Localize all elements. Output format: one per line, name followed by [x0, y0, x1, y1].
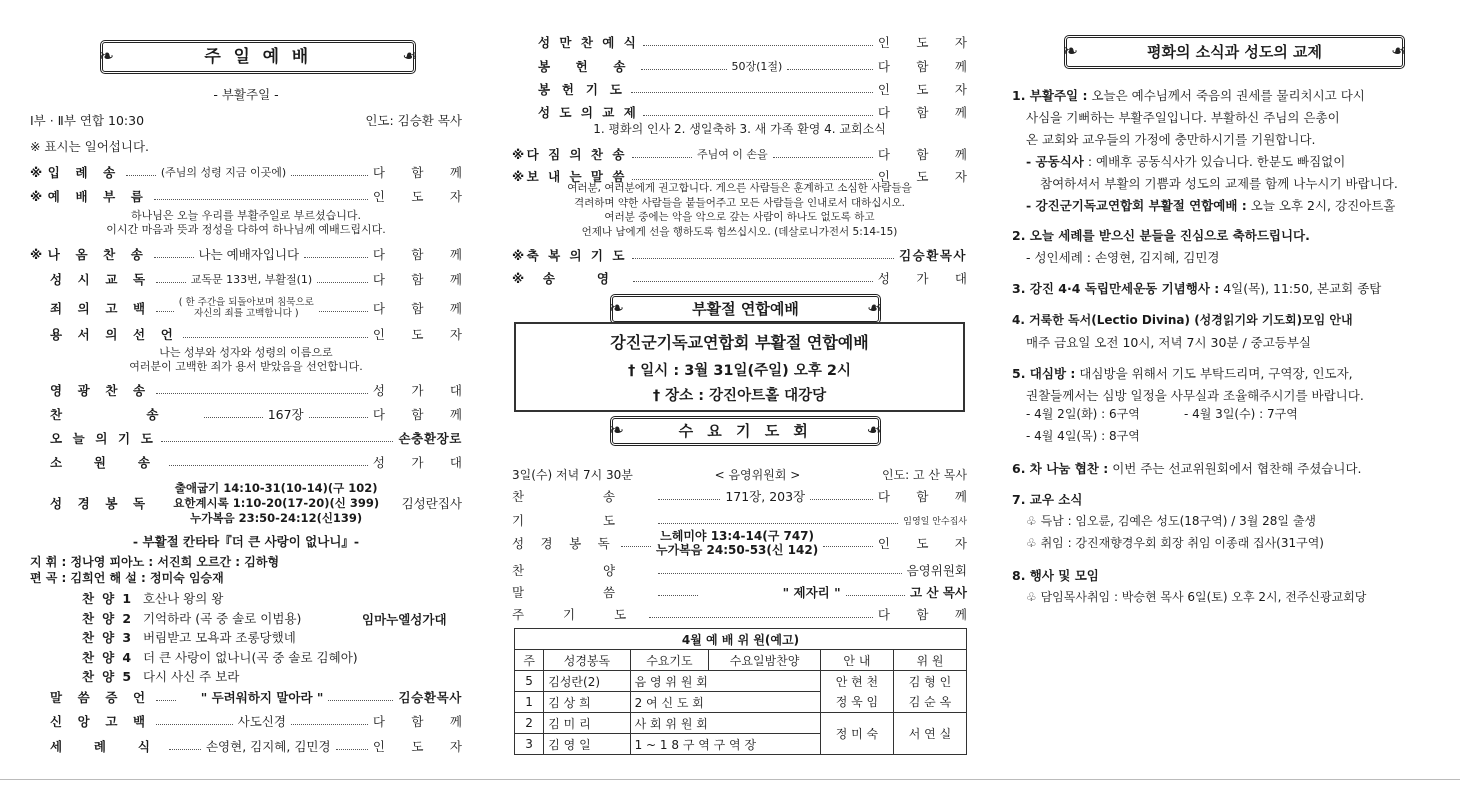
order-row [30, 712, 474, 730]
song-number: 찬 양 5 [82, 669, 133, 684]
choir-name: 임마누엘성가대 [362, 612, 447, 627]
order-who: 인 도 자 [372, 327, 474, 342]
order-who: 고 산 목사 [909, 585, 967, 600]
table-row [515, 671, 967, 692]
banner-title: 평화의 소식과 성도의 교제 [1146, 43, 1323, 61]
order-value: 교독문 133번, 부활절(1) [190, 273, 313, 286]
table-cell: 1 ~ 1 8 구 역 구 역 장 [630, 734, 820, 755]
order-label: 주 기 도 [512, 607, 644, 622]
news-sub [1026, 196, 1395, 214]
order-who: 다 함 께 [372, 301, 474, 316]
order-value: " 두려워하지 말아라 " [200, 690, 324, 705]
order-value: (주님의 성령 지금 이곳에) [160, 166, 287, 179]
sending-word-line: 여러분, 여러분에게 권고합니다. 게으른 사람들은 훈계하고 소심한 사람들을 [567, 182, 912, 194]
absolution-text-2: 여러분이 고백한 죄가 용서 받았음을 선언합니다. [129, 360, 363, 373]
easter-union-banner [610, 294, 881, 324]
news-title: 5. 대심방 : [1012, 366, 1076, 381]
bible-passage: 누가복음 23:50-24:12(신139) [190, 510, 363, 525]
member-name: 서 연 실 [893, 713, 966, 755]
order-row [30, 737, 474, 755]
table-cell: 김성란(2) [544, 671, 630, 692]
table-cell: 김 영 일 [544, 734, 630, 755]
order-who: 인 도 자 [877, 169, 979, 184]
fellowship-items: 1. 평화의 인사 2. 생일축하 3. 새 가족 환영 4. 교회소식 [593, 122, 886, 136]
order-value: 사도신경 [237, 714, 286, 729]
sending-word-line: 여러분 중에는 악을 악으로 갚는 사람이 하나도 없도록 하고 [604, 211, 875, 223]
bible-passage: 누가복음 24:50-53(신 142) [655, 543, 819, 557]
news-text: ♧ 담임목사취임 : 박승현 목사 6일(토) 오후 2시, 전주신광교회당 [1026, 590, 1367, 604]
order-row [30, 270, 474, 288]
cantata-title: - 부활절 칸타타『더 큰 사랑이 없나니』- [132, 534, 360, 549]
bible-reading-row [30, 480, 462, 526]
table-header-row [515, 650, 967, 671]
news-title: 3. 강진 4·4 독립만세운동 기념행사 : [1012, 281, 1220, 296]
union-title: 강진군기독교연합회 부활절 연합예배 [610, 333, 869, 352]
absolution-text-1: 나는 성부와 성자와 성령의 이름으로 [159, 346, 333, 359]
order-who: 다 함 께 [877, 59, 979, 74]
news-8-title: 8. 행사 및 모임 [1012, 568, 1099, 583]
banner-title: 주 일 예 배 [204, 47, 312, 67]
table-cell: 2 여 신 도 회 [630, 692, 820, 713]
order-label: 봉 헌 기 도 [538, 82, 626, 97]
order-label: 소 원 송 [50, 455, 164, 470]
order-label: 봉 헌 송 [538, 59, 637, 74]
wednesday-passages [656, 529, 818, 557]
song-title: 버림받고 모욕과 조롱당했네 [142, 630, 296, 645]
cantata-song [82, 667, 239, 685]
song-number: 찬 양 3 [82, 630, 133, 645]
order-label: 말 씀 [512, 585, 653, 600]
order-row [30, 405, 474, 423]
news-text: 4일(목), 11:50, 본교회 종탑 [1219, 281, 1382, 296]
banner-title: 수 요 기 도 회 [678, 422, 813, 440]
order-value: 50장(1절) [731, 60, 783, 73]
cantata-song [82, 609, 301, 627]
order-row [512, 145, 979, 163]
news-text: : 예배후 공동식사가 있습니다. 한분도 빠짐없이 [1083, 154, 1346, 169]
order-who: 음영위원회 [906, 563, 967, 578]
news-text: ♧ 득남 : 임오륜, 김예은 성도(18구역) / 3월 28일 출생 [1026, 514, 1316, 528]
news-text: 대심방을 위해서 기도 부탁드리며, 구역장, 인도자, [1075, 366, 1353, 381]
news-1 [1012, 86, 1365, 104]
news-text: 오늘 오후 2시, 강진아트홀 [1246, 198, 1396, 213]
bottom-rule [0, 779, 1460, 780]
song-title: 기억하라 (곡 중 솔로 이범용) [142, 610, 302, 626]
order-value: 손영현, 김지혜, 김민경 [205, 739, 331, 754]
song-number: 찬 양 4 [82, 649, 133, 665]
table-cell: 2 [515, 713, 544, 734]
table-cell: 음 영 위 원 회 [630, 671, 820, 692]
order-row [30, 187, 474, 205]
order-who: 인 도 자 [372, 189, 474, 204]
union-date: † 일시 : 3월 31일(주일) 오후 2시 [627, 363, 851, 379]
news-2-title: 2. 오늘 세례를 받으신 분들을 진심으로 축하드립니다. [1012, 228, 1310, 243]
order-row [512, 80, 979, 98]
order-value: 나는 예배자입니다 [198, 247, 300, 262]
order-label: ※나 옴 찬 송 [30, 247, 149, 262]
order-who: 인 도 자 [877, 35, 979, 50]
order-row [30, 688, 462, 706]
table-header-cell: 안 내 [820, 650, 893, 671]
order-label: 세 례 식 [50, 739, 164, 754]
confession-note [179, 297, 314, 319]
cantata-song [82, 628, 296, 646]
news-5 [1012, 364, 1353, 382]
order-row [512, 487, 979, 505]
news-text: 매주 금요일 오전 10시, 저녁 7시 30분 / 중고등부실 [1026, 335, 1312, 350]
guide-name: 정 미 숙 [820, 713, 893, 755]
order-label: 성 시 교 독 [50, 272, 151, 287]
order-who: 성 가 대 [877, 271, 979, 286]
order-who: 인 도 자 [877, 82, 979, 97]
member-cell [893, 671, 966, 713]
order-row [512, 269, 979, 287]
wednesday-prayer-banner [610, 416, 881, 446]
order-row [30, 325, 474, 343]
order-label: ※입 례 송 [30, 165, 121, 180]
order-label: 찬 양 [512, 563, 653, 578]
table-header-cell: 성경봉독 [544, 650, 630, 671]
order-who: 다 함 께 [372, 407, 474, 422]
table-title: 4월 예 배 위 원(예고) [515, 629, 967, 650]
table-cell: 사 회 위 원 회 [630, 713, 820, 734]
guide-cell [820, 671, 893, 713]
news-title: 6. 차 나눔 협찬 : [1012, 461, 1109, 476]
wednesday-time: 3일(수) 저녁 7시 30분 [512, 468, 633, 482]
wednesday-committee: < 음영위원회 > [714, 468, 801, 482]
news-column [1012, 0, 1448, 786]
table-row [515, 713, 967, 734]
bible-passage: 느헤미야 13:4-14(구 747) [660, 529, 815, 543]
order-who: 다 함 께 [372, 714, 474, 729]
order-row [512, 33, 979, 51]
service-leader: 인도: 김승환 목사 [365, 113, 462, 128]
news-text: 참여하셔서 부활의 기쁨과 성도의 교제를 함께 나누시기 바랍니다. [1040, 176, 1398, 191]
order-row [512, 561, 967, 579]
order-row [512, 605, 979, 623]
table-cell: 김 상 희 [544, 692, 630, 713]
wednesday-leader: 인도: 고 산 목사 [881, 468, 967, 482]
table-header-cell: 수요일밤찬양 [709, 650, 821, 671]
order-who: 다 함 께 [877, 105, 979, 120]
news-7-title: 7. 교우 소식 [1012, 492, 1083, 507]
order-row [30, 245, 474, 263]
order-row [30, 381, 474, 399]
order-who: 김성란집사 [401, 496, 462, 511]
order-who: 다 함 께 [372, 165, 474, 180]
order-who: 다 함 께 [877, 147, 979, 162]
order-who: 인 도 자 [877, 536, 979, 551]
order-who: 성 가 대 [372, 383, 474, 398]
cantata-song [82, 648, 358, 666]
table-header-cell: 수요기도 [630, 650, 709, 671]
guide-name: 정 욱 임 [835, 694, 879, 709]
order-label: ※예 배 부 름 [30, 189, 149, 204]
cantata-staff-2: 편 곡 : 김희언 해 설 : 정미숙 임승재 [30, 571, 224, 585]
news-text: 권찰들께서는 심방 일정을 사무실과 조율해주시기를 바랍니다. [1026, 388, 1364, 403]
confession-note-2: 자신의 죄를 고백합니다 ) [194, 308, 299, 319]
order-value: 주님여 이 손을 [696, 148, 768, 161]
sending-word-line: 언제나 남에게 선을 행하도록 힘쓰십시오. (데살로니가전서 5:14-15) [581, 225, 898, 238]
order-who: 임영일 안수집사 [903, 516, 967, 527]
order-label: 찬 송 [50, 407, 199, 422]
news-6 [1012, 459, 1362, 477]
song-title: 호산나 왕의 왕 [142, 591, 224, 606]
subtitle: - 부활주일 - [213, 87, 279, 102]
order-who: 인 도 자 [372, 739, 474, 754]
union-place: † 장소 : 강진아트홀 대강당 [652, 388, 827, 404]
news-text: - 4월 4일(목) : 8구역 [1026, 429, 1140, 443]
call-text-1: 하나님은 오늘 우리를 부활주일로 부르셨습니다. [130, 209, 361, 222]
member-name: 김 형 인 [908, 674, 952, 689]
worship-committee-table [514, 628, 967, 755]
member-name: 김 순 옥 [908, 694, 952, 709]
service-time: Ⅰ부 · Ⅱ부 연합 10:30 [30, 113, 145, 128]
bible-passage: 요한계시록 1:10-20(17-20)(신 399) [173, 495, 380, 510]
order-row [512, 583, 967, 601]
order-who: 다 함 께 [877, 489, 979, 504]
order-row [512, 57, 979, 75]
news-text: - 4월 3일(수) : 7구역 [1184, 407, 1298, 421]
news-sub-title: - 강진군기독교연합회 부활절 연합예배 : [1026, 198, 1247, 213]
news-text: - 성인세례 : 손영현, 김지혜, 김민경 [1026, 250, 1220, 265]
order-row [30, 453, 474, 471]
order-who: 손충환장로 [398, 431, 462, 446]
news-sub-title: - 공동식사 [1026, 154, 1084, 169]
banner-title: 부활절 연합예배 [692, 300, 799, 318]
order-value: 167장 [267, 407, 304, 422]
news-4-title: 4. 거룩한 독서(Lectio Divina) (성경읽기와 기도회)모임 안내 [1012, 313, 1353, 327]
cantata-staff-1: 지 휘 : 정나영 피아노 : 서진희 오르간 : 김하형 [30, 555, 280, 569]
news-3 [1012, 279, 1381, 297]
table-header-cell: 주 [515, 650, 544, 671]
order-label: ※다 짐 의 찬 송 [512, 147, 627, 162]
table-cell: 1 [515, 692, 544, 713]
order-label: 찬 송 [512, 489, 653, 504]
order-label: 죄 의 고 백 [50, 301, 151, 316]
news-text: ♧ 취임 : 강진재향경우회 회장 취임 이종래 집사(31구역) [1026, 536, 1324, 550]
call-text-2: 이시간 마음과 뜻과 정성을 다하여 하나님께 예배드립시다. [106, 223, 386, 236]
stand-note: ※ 표시는 일어섭니다. [30, 139, 149, 154]
guide-name: 안 현 천 [835, 674, 879, 689]
news-banner [1064, 35, 1405, 69]
order-label: 신 앙 고 백 [50, 714, 151, 729]
order-who: 다 함 께 [372, 247, 474, 262]
order-label: 성 만 찬 예 식 [538, 35, 639, 50]
table-cell: 3 [515, 734, 544, 755]
order-who: 김승환목사 [899, 248, 967, 263]
sunday-worship-banner [100, 40, 416, 74]
order-label: ※보 내 는 말 씀 [512, 169, 627, 184]
table-cell: 5 [515, 671, 544, 692]
order-row [512, 103, 979, 121]
order-who: 다 함 께 [372, 272, 474, 287]
cantata-song [82, 589, 223, 607]
news-text: 온 교회와 교우들의 가정에 충만하시기를 기원합니다. [1026, 132, 1316, 147]
order-label: 기 도 [512, 513, 653, 528]
wednesday-header [512, 466, 967, 483]
order-row [512, 511, 967, 529]
order-who: 성 가 대 [372, 455, 474, 470]
song-number: 찬 양 2 [82, 610, 133, 626]
bible-passage: 출애굽기 14:10-31(10-14)(구 102) [174, 480, 378, 495]
news-text: 사심을 기뻐하는 부활주일입니다. 부활하신 주님의 은총이 [1026, 110, 1340, 125]
table-cell: 김 미 리 [544, 713, 630, 734]
order-label: 영 광 찬 송 [50, 383, 151, 398]
sunday-worship-column [30, 0, 474, 786]
bible-passages [151, 481, 402, 526]
order-value: 171장, 203장 [725, 489, 806, 504]
order-label: 성 경 봉 독 [50, 496, 151, 511]
order-who: 김승환목사 [398, 690, 462, 705]
song-title: 다시 사신 주 보라 [142, 669, 240, 684]
order-label: ※송 영 [512, 271, 628, 286]
song-title: 더 큰 사랑이 없나니(곡 중 솔로 김혜아) [142, 649, 358, 665]
order-label: ※축 복 의 기 도 [512, 248, 627, 263]
order-label: 성 도 의 교 제 [538, 105, 639, 120]
order-label: 오 늘 의 기 도 [50, 431, 156, 446]
news-text: 오늘은 예수님께서 죽음의 권세를 물리치시고 다시 [1091, 88, 1365, 103]
order-continued-column [512, 0, 979, 786]
song-number: 찬 양 1 [82, 591, 133, 606]
easter-union-box [514, 322, 965, 412]
order-label: 용 서 의 선 언 [50, 327, 179, 342]
table-header-cell: 위 원 [893, 650, 966, 671]
order-who: 다 함 께 [877, 607, 979, 622]
order-row [30, 429, 462, 447]
order-label: 성 경 봉 독 [512, 536, 616, 551]
order-label: 말 씀 증 언 [50, 690, 151, 705]
order-row [512, 528, 979, 558]
confession-note-1: ( 한 주간을 되돌아보며 침묵으로 [178, 297, 314, 308]
news-text: 이번 주는 선교위원회에서 협찬해 주셨습니다. [1108, 461, 1362, 476]
news-title: 1. 부활주일 : [1012, 88, 1088, 103]
sending-word-line: 격려하며 약한 사람들을 붙들어주고 모든 사람들을 인내로서 대하십시오. [574, 196, 905, 209]
order-row [30, 294, 474, 322]
news-sub [1026, 152, 1345, 170]
order-value: " 제자리 " [782, 585, 841, 600]
news-text: - 4월 2일(화) : 6구역 [1026, 407, 1140, 421]
order-row [30, 163, 474, 181]
order-row [512, 246, 967, 264]
